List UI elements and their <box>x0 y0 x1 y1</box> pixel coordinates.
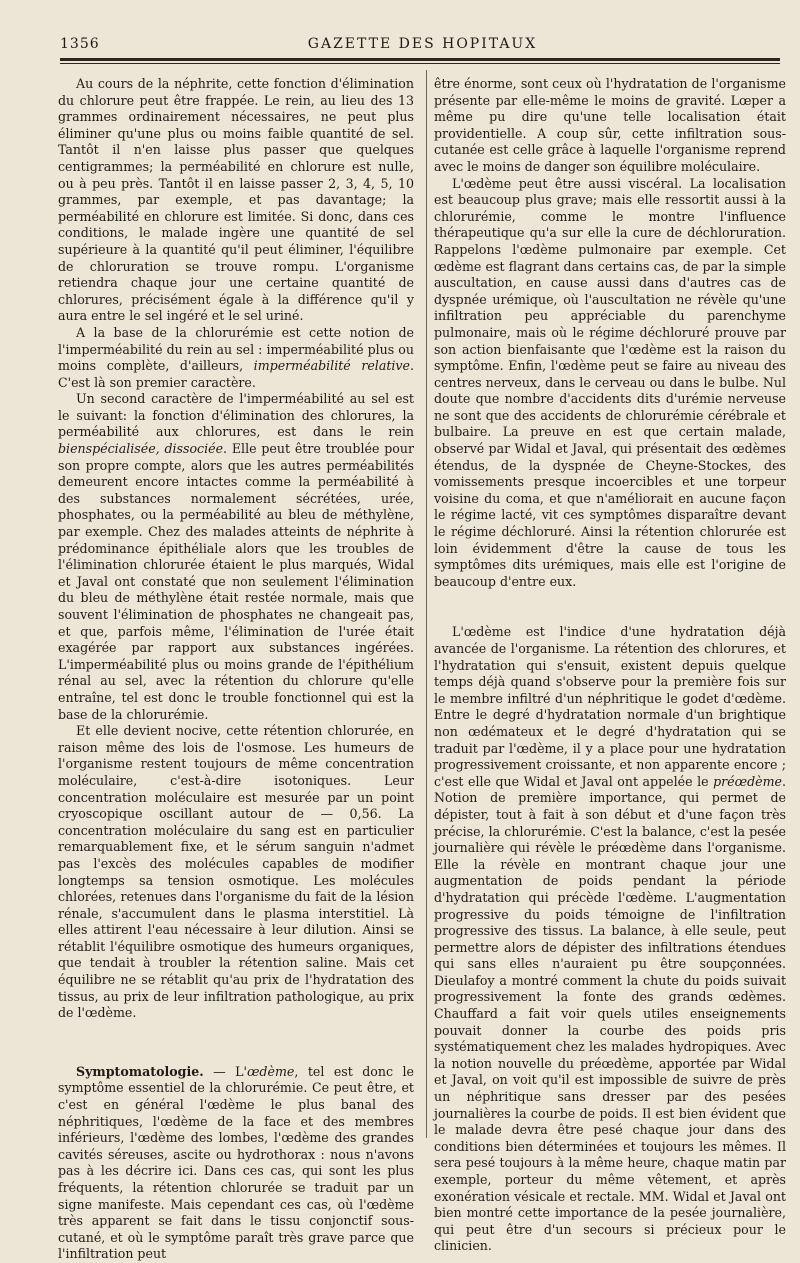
page-header <box>60 36 785 58</box>
page-number: 1356 <box>60 36 100 52</box>
section-gap <box>434 590 786 624</box>
paragraph: L'œdème peut être aussi viscéral. La localisation est beaucoup plus grave; mais elle ressortit aussi à la chlorurémie, comme le montre l'influence thérapeutique qu'a sur elle la cure de déchloruration. Rappelons l'œdème pulmonaire par exemple. Cet œdème est flagrant dans certains cas, de par la simple auscultation, en cause aussi dans d'autres cas de dyspnée urémique, où l'auscultation ne révèle qu'une infiltration peu appréciable du parenchyme pulmonaire, mais où le régime déchloruré prouve par son action bienfaisante que l'œdème est la raison du symptôme. Enfin, l'œdème peut se faire au niveau des centres nerveux, dans le cerveau ou dans le bulbe. Nul doute que nombre d'accidents dits d'urémie nerveuse ne sont que des accidents de chlorurémie cérébrale et bulbaire. La preuve en est que certain malade, observé par Widal et Javal, qui présentait des œdèmes étendus, de la dyspnée de Cheyne-Stockes, des vomissements presque incoercibles et une torpeur voisine du coma, et que n'améliorait en aucune façon le régime lacté, vit ces symptômes disparaître devant le régime déchloruré. Ainsi la rétention chlorurée est loin évidemment d'être la cause de tous les symptômes dits urémiques, mais elle est l'origine de beaucoup d'entre eux. <box>434 175 786 589</box>
paragraph: Un second caractère de l'imperméabilité au sel est le suivant: la fonction d'élimination des chlorures, la perméabilité aux chlorures, est dans le rein bienspécialisée, dissociée. Elle peut être troublée pour son propre compte, alors que les autres perméabilités demeurent encore intactes comme la perméabilité à des substances normalement sécrétées, urée, phosphates, ou la perméabilité au bleu de méthylène, par exemple. Chez des malades atteints de néphrite à prédominance épithéliale alors que les troubles de l'élimination chlorurée étaient le plus marqués, Widal et Javal ont constaté que non seulement l'élimination du bleu de méthylène était restée normale, mais que souvent l'élimination de phosphates ne changeait pas, et que, parfois même, l'élimination de l'urée était exagérée par rapport aux substances ingérées. L'imperméabilité plus ou moins grande de l'épithélium rénal au sel, avec la rétention du chlorure qu'elle entraîne, tel est donc le trouble fonctionnel qui est la base de la chlorurémie. <box>58 391 414 722</box>
section-heading: Symptomatologie. <box>76 1063 204 1079</box>
journal-title: GAZETTE DES HOPITAUX <box>307 36 538 52</box>
paragraph-symptomatologie: Symptomatologie. — L'œdème, tel est donc le symptôme essentiel de la chlorurémie. Ce peut être, et c'est en général l'œdème le plus banal des néphritiques, l'œdème de la face et des membres inférieurs, l'œdème des lombes, l'œdème des grandes cavités séreuses, ascite ou hydrothorax : nous n'avons pas à les décrire ici. Dans ces cas, qui sont les plus fréquents, la rétention chlorurée se traduit par un signe manifeste. Mais cependant ces cas, où l'œdème très apparent se fait dans le tissu conjonctif sous-cutané, et où le symptôme paraît très grave parce que l'infiltration peut <box>58 1063 414 1262</box>
paragraph: Et elle devient nocive, cette rétention chlorurée, en raison même des lois de l'osmose. Les humeurs de l'organisme restent toujours de même concentration moléculaire, c'est-à-dire isotoniques. Leur concentration moléculaire est mesurée par un point cryoscopique oscillant autour de — 0,56. La concentration moléculaire du sang est en particulier remarquablement fixe, et le sérum sanguin n'admet pas l'excès des molécules capables de modifier longtemps sa tension osmotique. Les molécules chlorées, retenues dans l'organisme du fait de la lésion rénale, s'accumulent dans le plasma interstitiel. Là elles attirent l'eau nécessaire à leur dilution. Ainsi se rétablit l'équilibre osmotique des humeurs organiques, que tendait à troubler la rétention saline. Mais cet équilibre ne se rétablit qu'au prix de l'hydratation des tissus, au prix de leur infiltration pathologique, au prix de l'œdème. <box>58 723 414 1021</box>
section-gap <box>58 1022 414 1064</box>
column-divider <box>426 70 427 1138</box>
paragraph: A la base de la chlorurémie est cette notion de l'imperméabilité du rein au sel : imperméabilité plus ou moins complète, d'ailleurs, imperméabilité relative. C'est là son premier caractère. <box>58 324 414 390</box>
paragraph: L'œdème est l'indice d'une hydratation déjà avancée de l'organisme. La rétention des chlorures, et l'hydratation qui s'ensuit, existent depuis quelque temps déjà quand s'observe pour la première fois sur le membre infiltré d'un néphritique le godet d'œdème. Entre le degré d'hydratation normale d'un brightique non œdémateux et le degré d'hydratation qui se traduit par l'œdème, il y a place pour une hydratation progressivement croissante, et non apparente encore ; c'est elle que Widal et Javal ont appelée le préœdème. Notion de première importance, qui permet de dépister, tout à fait à son début et d'une façon très précise, la chlorurémie. C'est la balance, c'est la pesée journalière qui révèle le préœdème dans l'organisme. Elle la révèle en montrant chaque jour une augmentation de poids pendant la période d'hydratation qui précède l'œdème. L'augmentation progressive du poids témoigne de l'infiltration progressive des tissus. La balance, à elle seule, peut permettre alors de dépister des infiltrations étendues qui sans elles n'auraient pu être soupçonnées. Dieulafoy a montré comment la chute du poids suivait progressivement la fonte des grands œdèmes. Chauffard a fait voir quels utiles enseignements pouvait donner la courbe des poids pris systématiquement chez les malades hydropiques. Avec la notion nouvelle du préœdème, apportée par Widal et Javal, on voit qu'il est impossible de suivre de près un néphritique sans dresser par des pesées journalières la courbe de poids. Il est bien évident que le malade devra être pesé chaque jour dans des conditions bien déterminées et toujours les mêmes. Il sera pesé toujours à la même heure, chaque matin par exemple, porteur du même vêtement, et après exonération vésicale et rectale. MM. Widal et Javal ont bien montré cette importance de la pesée journalière, qui peut être d'un secours si précieux pour le clinicien. <box>434 624 786 1254</box>
paragraph: Au cours de la néphrite, cette fonction d'élimination du chlorure peut être frappée. Le rein, au lieu des 13 grammes ordinairement nécessaires, ne peut plus éliminer qu'une plus ou moins faible quantité de sel. Tantôt il n'en laisse plus passer que quelques centigrammes; la perméabilité en chlorure est nulle, ou à peu près. Tantôt il en laisse passer 2, 3, 4, 5, 10 grammes, par exemple, et pas davantage; la perméabilité en chlorure est limitée. Si donc, dans ces conditions, le malade ingère une quantité de sel supérieure à la quantité qu'il peut éliminer, l'équilibre de chloruration se trouve rompu. L'organisme retiendra chaque jour une certaine quantité de chlorures, précisément égale à la différence qu'il y aura entre le sel ingéré et le sel uriné. <box>58 76 414 324</box>
header-rule-thick <box>60 58 780 61</box>
header-rule-thin <box>60 63 780 64</box>
left-column <box>58 76 414 1263</box>
right-column <box>434 76 786 1255</box>
paragraph: être énorme, sont ceux où l'hydratation de l'organisme présente par elle-même le moins de gravité. Lœper a même pu dire qu'une telle localisation était providentielle. A coup sûr, cette infiltration sous-cutanée est celle grâce à laquelle l'organisme reprend avec le moins de danger son équilibre moléculaire. <box>434 76 786 174</box>
